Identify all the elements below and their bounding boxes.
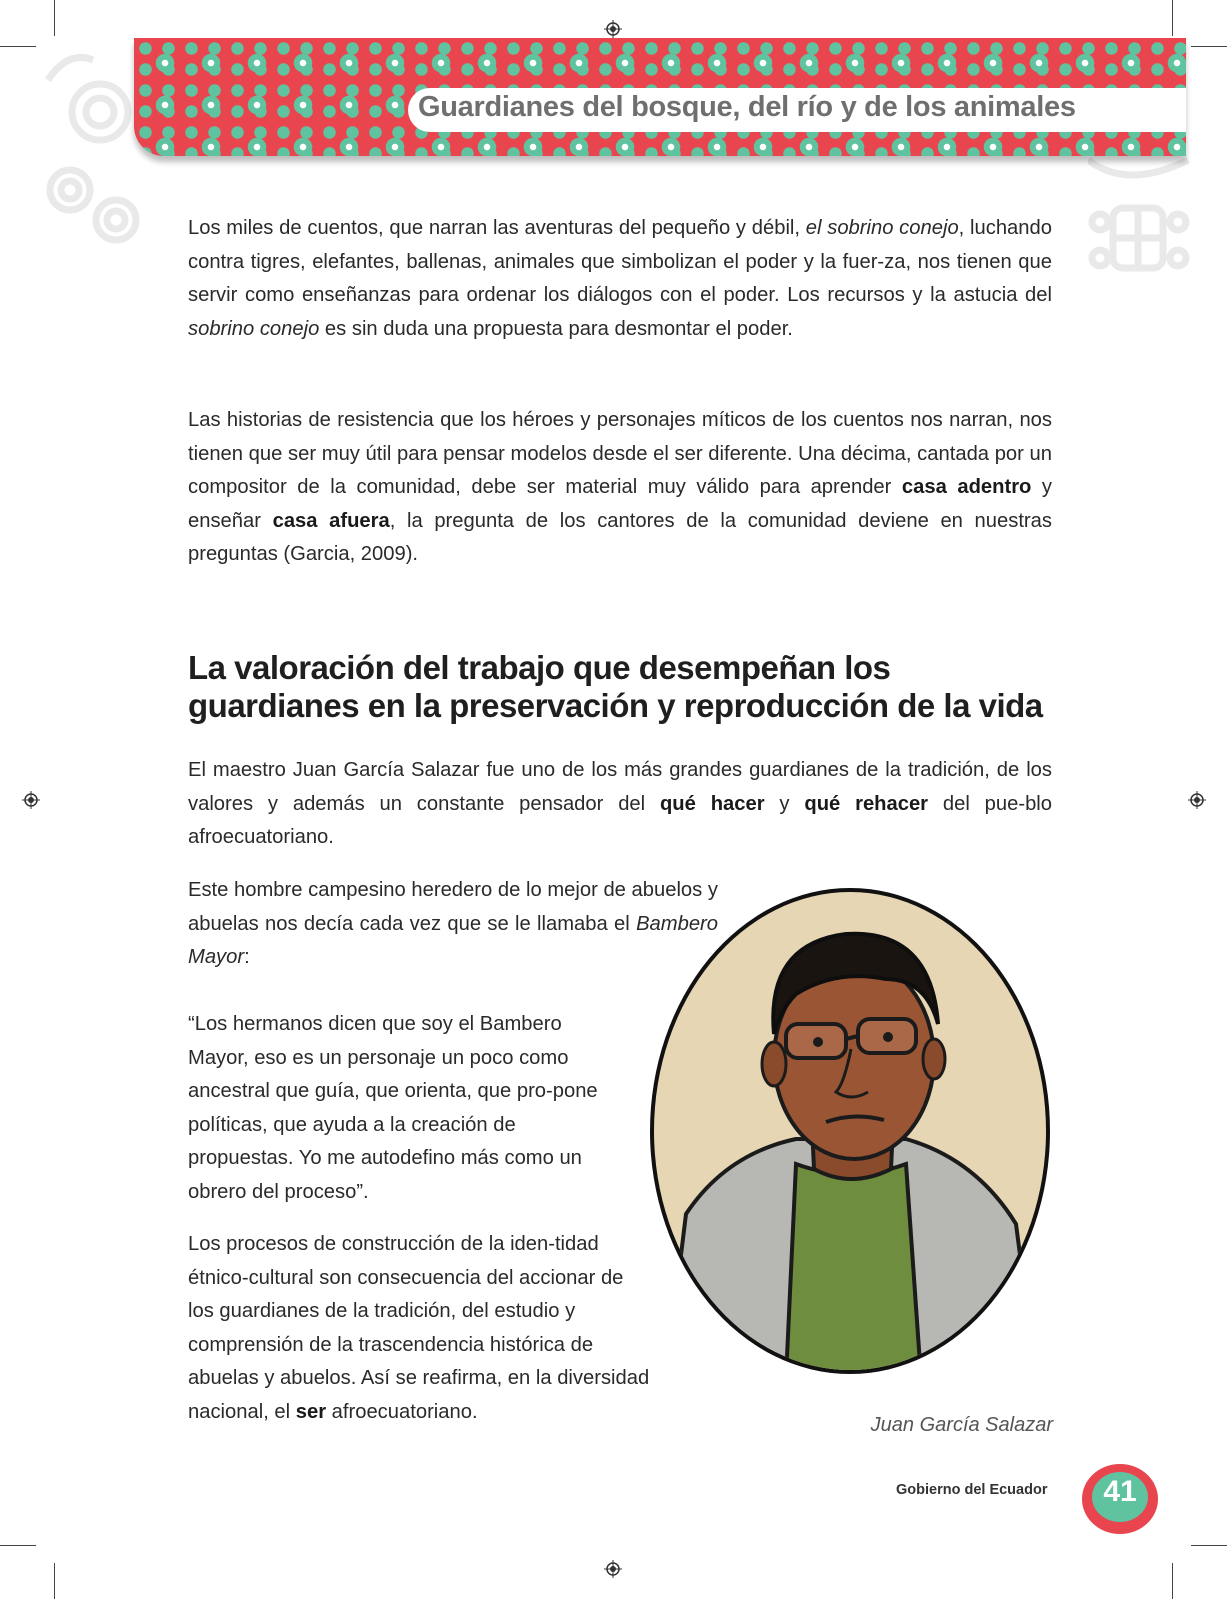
text-span: , la pregunta de los cantores de la comunidad deviene en nuestras preguntas (Garcia, 2009). <box>188 509 1052 565</box>
paragraph-cuentos <box>188 212 1052 346</box>
bold-text: qué hacer <box>659 792 765 815</box>
crop-mark <box>1172 1563 1173 1599</box>
text-span: y <box>764 792 805 815</box>
registration-mark-icon <box>1188 791 1206 809</box>
figure-caption: Juan García Salazar <box>870 1414 1053 1436</box>
italic-text: Bambero Mayor <box>188 912 718 968</box>
registration-mark-icon <box>604 20 622 38</box>
text-span: , luchando contra tigres, elefantes, ballenas, animales que simbolizan el poder y la fuer-za, nos tienen que servir como enseñanzas para ordenar los diálogos con el poder. Los recursos y la astucia del <box>188 217 1052 306</box>
quote-paragraph: “Los hermanos dicen que soy el Bambero Mayor, eso es un personaje un poco como ancestral que guía, que orienta, que pro-pone políticas, que ayuda a la creación de propuestas. Yo me autodefino más como un obrero del proceso”. <box>188 1013 598 1203</box>
text-span: Este hombre campesino heredero de lo mejor de abuelos y abuelas nos decía cada vez que se le llamaba el <box>188 879 718 935</box>
crop-mark <box>1191 46 1227 47</box>
crop-mark <box>0 1545 36 1546</box>
text-span: El maestro Juan García Salazar fue uno de los más grandes guardianes de la tradición, de los valores y además un constante pensador del <box>188 759 1052 815</box>
bold-text: qué rehacer <box>804 792 929 815</box>
text-span: es sin duda una propuesta para desmontar el poder. <box>319 317 793 340</box>
crop-mark <box>54 0 55 36</box>
section-heading: La valoración del trabajo que desempeñan los guardianes en la preservación y reproducción de la vida <box>188 649 1043 724</box>
text-span: : <box>244 946 250 968</box>
text-span: Los procesos de construcción de la iden-tidad étnico-cultural son consecuencia del accionar de los guardianes de la tradición, del estudio y comprensión de la trascendencia histórica de abuelas y abuelos. Así se reafirma, en la diversidad nacional, el <box>188 1233 650 1423</box>
crop-mark <box>1172 0 1173 36</box>
text-span: Las historias de resistencia que los héroes y personajes míticos de los cuentos nos narran, nos tienen que ser muy útil para pensar modelos desde el ser diferente. Una décima, cantada por un compositor de la comunidad, debe ser material muy válido para aprender <box>188 409 1052 498</box>
registration-mark-icon <box>22 791 40 809</box>
paragraph-bambero <box>188 874 718 975</box>
swirl-ornament-icon <box>38 40 148 250</box>
registration-mark-icon <box>604 1560 622 1578</box>
portrait-illustration <box>646 884 1054 1378</box>
paragraph-procesos <box>188 1228 650 1429</box>
page-number: 41 <box>1103 1475 1137 1508</box>
page-title: Guardianes del bosque, del río y de los animales <box>418 91 1076 123</box>
crop-mark <box>1191 1545 1227 1546</box>
swirl-ornament-icon <box>1088 140 1193 300</box>
bold-text: casa adentro <box>901 476 1032 498</box>
text-span: afroecuatoriano. <box>326 1400 478 1423</box>
bold-text: ser <box>295 1400 327 1423</box>
footer-publisher: Gobierno del Ecuador <box>896 1482 1048 1498</box>
crop-mark <box>54 1563 55 1599</box>
text-span: del pue-blo afroecuatoriano. <box>188 792 1053 848</box>
text-span: Los miles de cuentos, que narran las aventuras del pequeño y débil, <box>188 217 806 239</box>
paragraph-juan-garcia <box>188 754 1052 855</box>
crop-mark <box>0 46 36 47</box>
paragraph-historias <box>188 404 1052 572</box>
italic-text: sobrino conejo <box>188 317 320 340</box>
bold-text: casa afuera <box>272 509 390 532</box>
italic-text: el sobrino conejo <box>805 217 959 239</box>
text-span: y enseñar <box>188 476 1053 532</box>
